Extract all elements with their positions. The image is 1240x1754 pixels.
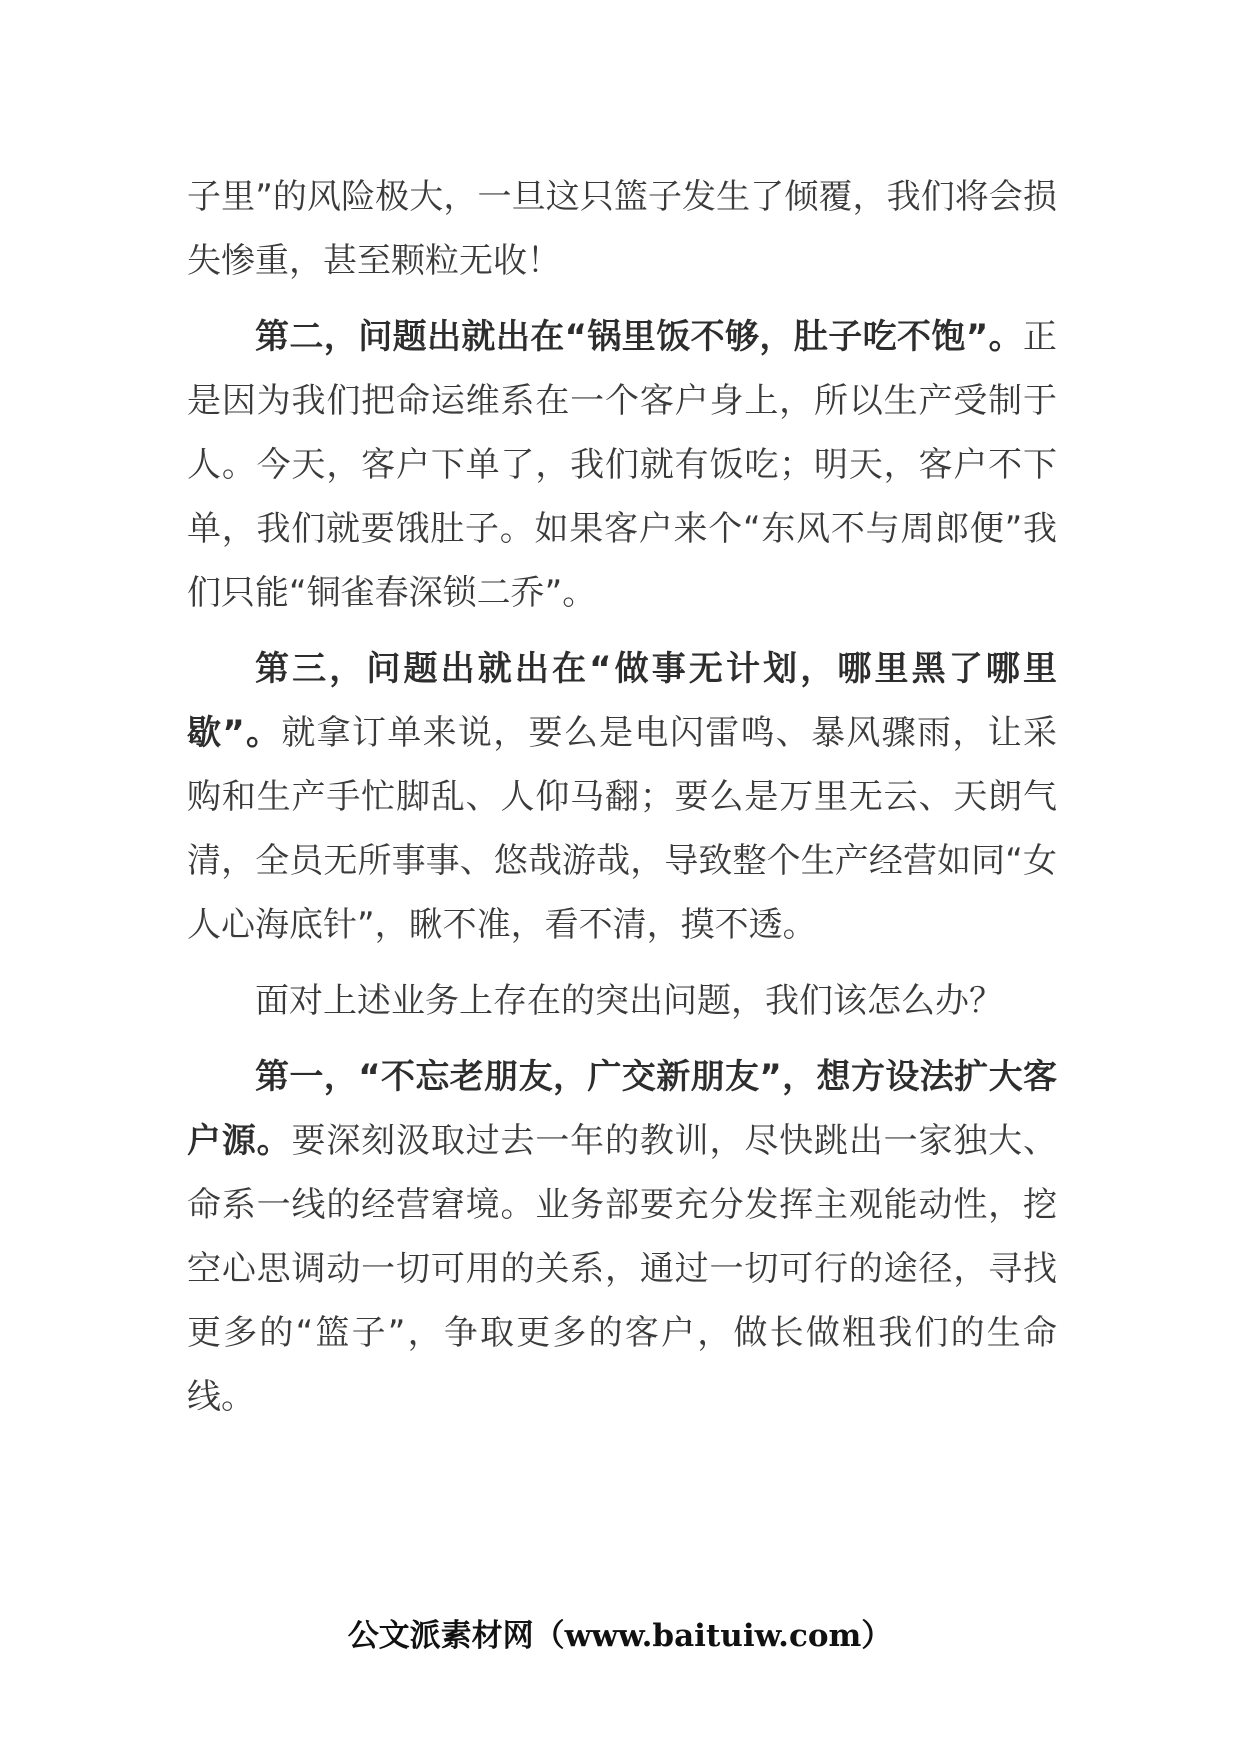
paragraph-3-text: 就拿订单来说，要么是电闪雷鸣、暴风骤雨，让采购和生产手忙脚乱、人仰马翻；要么是万里无云、天朗气清，全员无所事事、悠哉游哉，导致整个生产经营如同“女人心海底针”，瞅不准，看不清，摸不透。 xyxy=(187,713,1057,945)
paragraph-5-bold: 第一，“不忘老朋友，广交新朋友”，想方设法扩大客户源。 xyxy=(187,1057,1057,1161)
paragraph-4-text: 面对上述业务上存在的突出问题，我们该怎么办？ xyxy=(255,981,1003,1021)
paragraph-2-bold: 第二，问题出就出在“锅里饭不够，肚子吃不饱”。 xyxy=(255,317,1023,357)
paragraph-3-bold: 第三，问题出就出在“做事无计划，哪里黑了哪里歇”。 xyxy=(187,649,1057,753)
paragraph-3 xyxy=(187,637,1057,957)
document-body xyxy=(187,165,1057,1441)
paragraph-1 xyxy=(187,165,1057,293)
paragraph-1-text: 子里”的风险极大，一旦这只篮子发生了倾覆，我们将会损失惨重，甚至颗粒无收！ xyxy=(187,177,1057,281)
paragraph-4 xyxy=(187,969,1057,1033)
paragraph-5-text: 要深刻汲取过去一年的教训，尽快跳出一家独大、命系一线的经营窘境。业务部要充分发挥主观能动性，挖空心思调动一切可用的关系，通过一切可行的途径，寻找更多的“篮子”，争取更多的客户，做长做粗我们的生命线。 xyxy=(187,1121,1057,1417)
paragraph-2 xyxy=(187,305,1057,625)
paragraph-5 xyxy=(187,1045,1057,1429)
footer-source: 公文派素材网（www.baituiw.com） xyxy=(347,1618,893,1654)
paragraph-2-text: 正是因为我们把命运维系在一个客户身上，所以生产受制于人。今天，客户下单了，我们就有饭吃；明天，客户不下单，我们就要饿肚子。如果客户来个“东风不与周郎便”我们只能“铜雀春深锁二乔”。 xyxy=(187,317,1057,613)
